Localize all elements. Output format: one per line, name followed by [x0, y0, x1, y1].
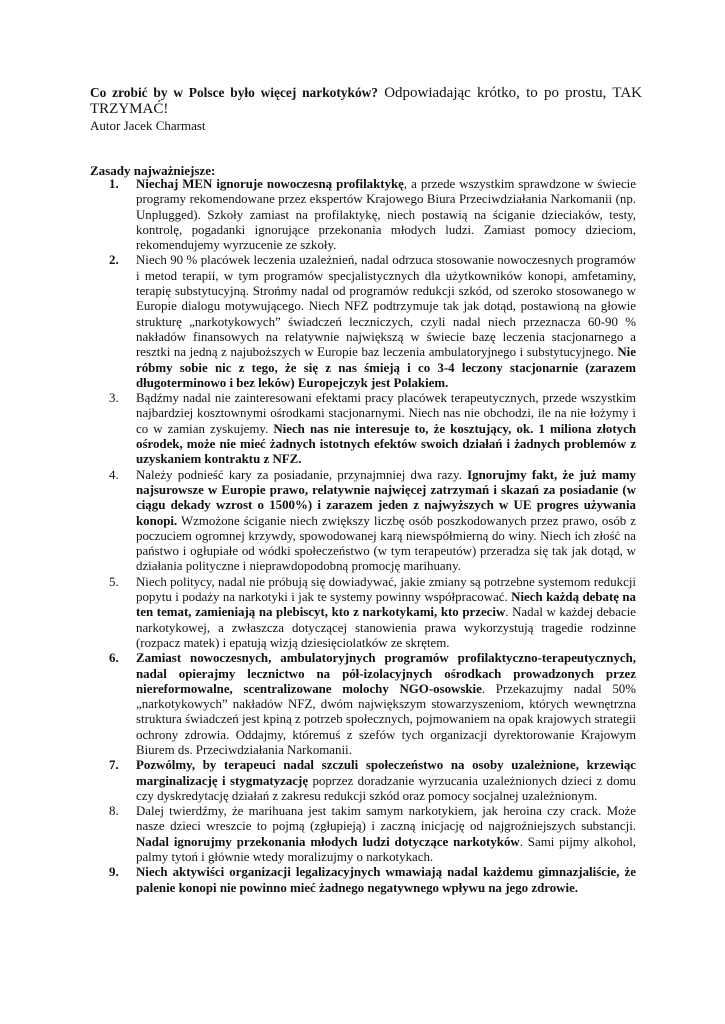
rule-text: . Sami pijmy alkohol, palmy tytoń i głównie wtedy moralizujmy o narkotykach. — [136, 834, 637, 865]
rule-item — [96, 468, 636, 575]
rule-text: Należy podnieść kary za posiadanie, przynajmniej dwa razy. — [136, 467, 468, 482]
rule-text-bold: Nie róbmy sobie nic z tego, że się z nas śmieją i co 3-4 leczony stacjonarnie (zarazem długoterminowo i bez leków) Europejczyk jest Polakiem. — [136, 345, 636, 390]
rule-number: 4. — [109, 467, 119, 482]
rule-text-bold: Zamiast nowoczesnych, ambulatoryjnych programów profilaktyczno-terapeutycznych, nadal opierajmy lecznictwo na pół-izolacyjnych ośrodkach prowadzonych przez niereformowalne, scentralizowane molochy NGO-osowskie — [136, 651, 636, 696]
rule-text: Niech politycy, nadal nie próbują się dowiadywać, jakie zmiany są potrzebne systemom redukcji popytu i podaży na narkotyki i jak te systemy powinny współpracować. — [136, 574, 636, 605]
rule-item — [96, 391, 636, 467]
rule-text: . Przekazujmy nadal 50% „narkotykowych” nakładów NFZ, dwóm największym stowarzyszeniom, których wewnętrzna struktura świadczeń jest kpiną z potrzeb społecznych, pojmowaniem na opak krajowych strategii ochrony zdrowia. Oddajmy, któremuś z szefów tych organizacji dyrektorowanie Krajowym Biurem ds. Przeciwdziałania Narkomanii. — [136, 681, 636, 757]
rule-text: poprzez doradzanie wyrzucania uzależnionych dzieci z domu czy dyskredytację działań z zakresu redukcji szkód oraz pomocy socjalnej uzależnionym. — [136, 773, 636, 803]
rule-item — [96, 865, 636, 896]
rule-number: 6. — [109, 651, 119, 666]
rule-text: Dalej twierdźmy, że marihuana jest takim samym narkotykiem, jak heroina czy crack. Może nasze dzieci wreszcie to pojmą (zgłupieją) i zaczną inicjację od najgroźniejszych substancji. — [136, 804, 636, 834]
rule-item — [96, 253, 636, 391]
page-title — [90, 85, 642, 117]
author-line: Autor Jacek Charmast — [90, 118, 206, 133]
title-question: Co zrobić by w Polsce było więcej narkotyków? — [90, 85, 378, 100]
rule-text-bold: Niech aktywiści organizacji legalizacyjnych wmawiają nadal każdemu gimnazjaliście, że palenie konopi nie powinno mieć żadnego negatywnego wpływu na jego zdrowie. — [136, 865, 636, 895]
rule-text-bold: Niechaj MEN ignoruje nowoczesną profilaktykę — [136, 177, 404, 191]
rule-text: , a przede wszystkim sprawdzone w świecie programy rekomendowane przez ekspertów Krajowego Biura Przeciwdziałania Narkomanii (np. Unplugged). Szkoły zamiast na profilaktykę, niech postawią na ściganie dzieciaków, testy, kontrolę, pogadanki ignorujące przekonania młodych ludzi. Zamiast pomocy dzieciom, rekomendujemy wyrzucenie ze szkoły. — [136, 177, 636, 253]
title-answer: Odpowiadając krótko, to po prostu, TAK TRZYMAĆ! — [90, 85, 642, 117]
rule-text: Wzmożone ściganie niech zwiększy liczbę osób poszkodowanych przez prawo, osób z poczuciem ogromnej krzywdy, spowodowanej karą niewspółmierną do winy. Niech ich złość na państwo i ogłupiałe od wódki społeczeństwo (w tym terapeutów) przeradza się tak jak dotąd, w działania polityczne i nieprawdopodobną promocję marihuany. — [136, 513, 636, 574]
rule-item — [96, 177, 636, 253]
rule-item — [96, 651, 636, 758]
rule-text-bold: Ignorujmy fakt, że już mamy najsurowsze w Europie prawo, relatywnie najwięcej zatrzymań i skazań za posiadanie (w ciągu dekady wzrost o 1500%) i zarazem jeden z najwyższych w UE progres używania konopi. — [136, 467, 637, 528]
rule-number: 7. — [109, 758, 119, 773]
rule-number: 5. — [109, 574, 119, 589]
rule-number: 3. — [109, 391, 119, 406]
rule-text: Niech 90 % placówek leczenia uzależnień, nadal odrzuca stosowanie nowoczesnych programów i metod terapii, w tym programów specjalistycznych dla użytkowników konopi, amfetaminy, terapię substytucyjną. Strońmy nadal od programów redukcji szkód, od szeroko stosowanego w Europie dialogu motywującego. Niech NFZ podtrzymuje tak jak dotąd, postawioną na głowie strukturę „narkotykowych” świadczeń leczniczych, czyli nadal niech przeznacza 60-90 % nakładów finansowych na relatywnie największą w świecie bazę leczenia stacjonarnego a resztki na jedną z najuboższych w Europie baz leczenia ambulatoryjnego i substytucyjnego. — [136, 253, 636, 360]
rules-heading: Zasady najważniejsze: — [90, 163, 216, 178]
rule-text: Bądźmy nadal nie zainteresowani efektami pracy placówek terapeutycznych, przede wszystkim najbardziej kosztownymi ośrodkami stacjonarnymi. Niech nas nie obchodzi, ile na nie łożymy i co w zamian zyskujemy. — [136, 391, 636, 436]
rule-item — [96, 804, 636, 865]
rule-item — [96, 575, 636, 651]
rule-text-bold: Nadal ignorujmy przekonania młodych ludzi dotyczące narkotyków — [136, 834, 520, 849]
title-block — [90, 85, 642, 134]
rule-item — [96, 758, 636, 804]
rule-number: 2. — [109, 253, 119, 268]
rule-number: 8. — [109, 804, 119, 819]
rule-text-bold: Pozwólmy, by terapeuci nadal szczuli społeczeństwo na osoby uzależnione, krzewiąc marginalizację i stygmatyzację — [136, 758, 636, 788]
rule-number: 1. — [109, 177, 119, 191]
rule-text-bold: Niech każdą debatę na ten temat, zamieniają na plebiscyt, kto z narkotykami, kto przeciw — [136, 590, 636, 620]
rules-list — [96, 177, 636, 896]
rule-number: 9. — [109, 865, 119, 880]
rule-text-bold: Niech nas nie interesuje to, że kosztujący, ok. 1 miliona złotych ośrodek, może nie mieć żadnych istotnych efektów swoich działań i żadnych problemów z uzyskaniem kontraktu z NFZ. — [136, 421, 636, 467]
rule-text: . Nadal w każdej debacie narkotykowej, a zwłaszcza dotyczącej stanowienia prawa wykorzystują tragedie rodzinne (rozpacz matek) i epatują wizją dziesięciolatków ze skrętem. — [136, 605, 636, 650]
